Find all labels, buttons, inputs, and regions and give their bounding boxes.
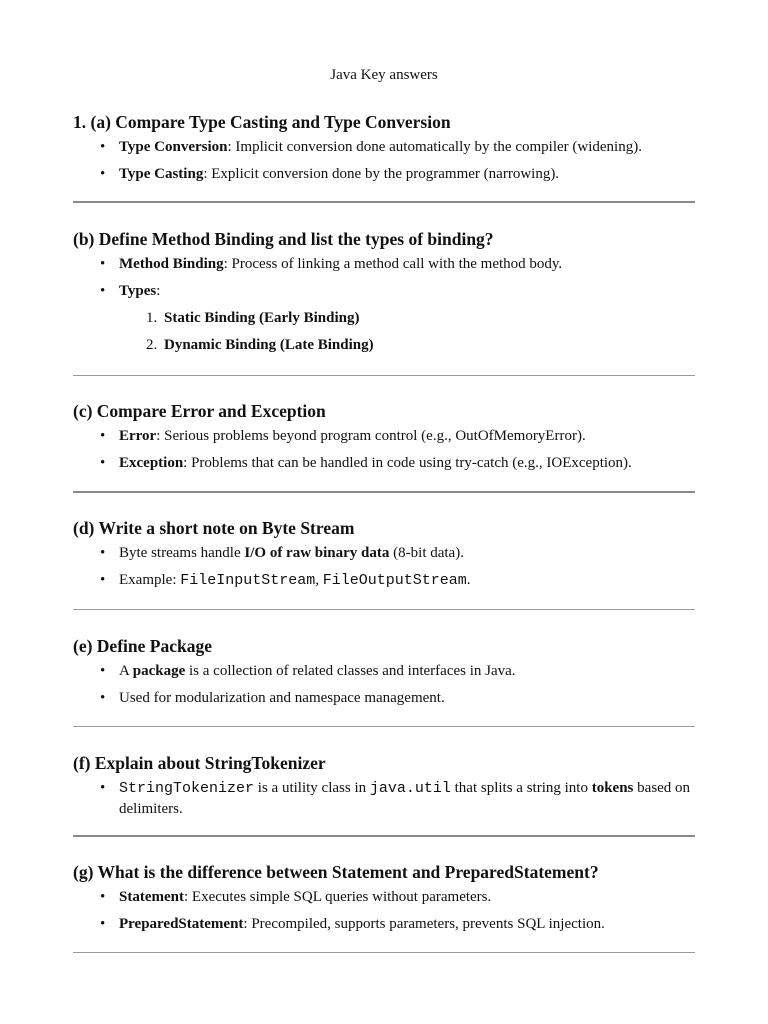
list-item: • Types: [73,281,695,301]
divider [73,201,695,203]
divider [73,835,695,837]
section-heading: (d) Write a short note on Byte Stream [73,518,355,538]
list-item: • Type Casting: Explicit conversion done by the programmer (narrowing). [73,164,695,184]
list-item: • Exception: Problems that can be handled in code using try-catch (e.g., IOException). [73,453,695,473]
list-item: • StringTokenizer is a utility class in java.util that splits a string into tokens based on delimiters. [73,778,695,819]
list-item: • Error: Serious problems beyond program control (e.g., OutOfMemoryError). [73,426,695,446]
list-item: • Used for modularization and namespace management. [73,688,695,708]
list-item: • Type Conversion: Implicit conversion done automatically by the compiler (widening). [73,137,695,157]
divider [73,375,695,376]
list-item: • Statement: Executes simple SQL queries without parameters. [73,887,695,907]
list-item: • A package is a collection of related classes and interfaces in Java. [73,661,695,681]
section-heading: (f) Explain about StringTokenizer [73,753,326,773]
divider [73,952,695,953]
section-statement [73,861,695,934]
divider [73,491,695,493]
section-method-binding [73,228,695,355]
section-type-casting [73,111,695,184]
list-item: • Method Binding: Process of linking a method call with the method body. [73,254,695,274]
section-package [73,635,695,708]
section-error-exception [73,400,695,473]
section-heading: (e) Define Package [73,636,212,656]
numbered-list [73,308,695,355]
bullet-list [73,254,695,301]
bullet-list [73,887,695,934]
divider [73,609,695,610]
section-byte-stream [73,517,695,591]
bullet-list [73,543,695,591]
bullet-list [73,137,695,184]
bullet-list [73,778,695,819]
list-item: • PreparedStatement: Precompiled, supports parameters, prevents SQL injection. [73,914,695,934]
list-item: • Byte streams handle I/O of raw binary data (8-bit data). [73,543,695,563]
list-item: • Example: FileInputStream, FileOutputStream. [73,570,695,591]
bullet-list [73,661,695,708]
bullet-list [73,426,695,473]
list-item: 2. Dynamic Binding (Late Binding) [146,337,374,353]
section-heading: (c) Compare Error and Exception [73,401,326,421]
section-heading: (g) What is the difference between Statement and PreparedStatement? [73,862,599,882]
divider [73,726,695,727]
page-header: Java Key answers [330,67,438,83]
section-string-tokenizer [73,752,695,819]
section-heading: 1. (a) Compare Type Casting and Type Conversion [73,112,451,132]
section-heading: (b) Define Method Binding and list the types of binding? [73,229,494,249]
list-item: 1. Static Binding (Early Binding) [146,310,360,326]
